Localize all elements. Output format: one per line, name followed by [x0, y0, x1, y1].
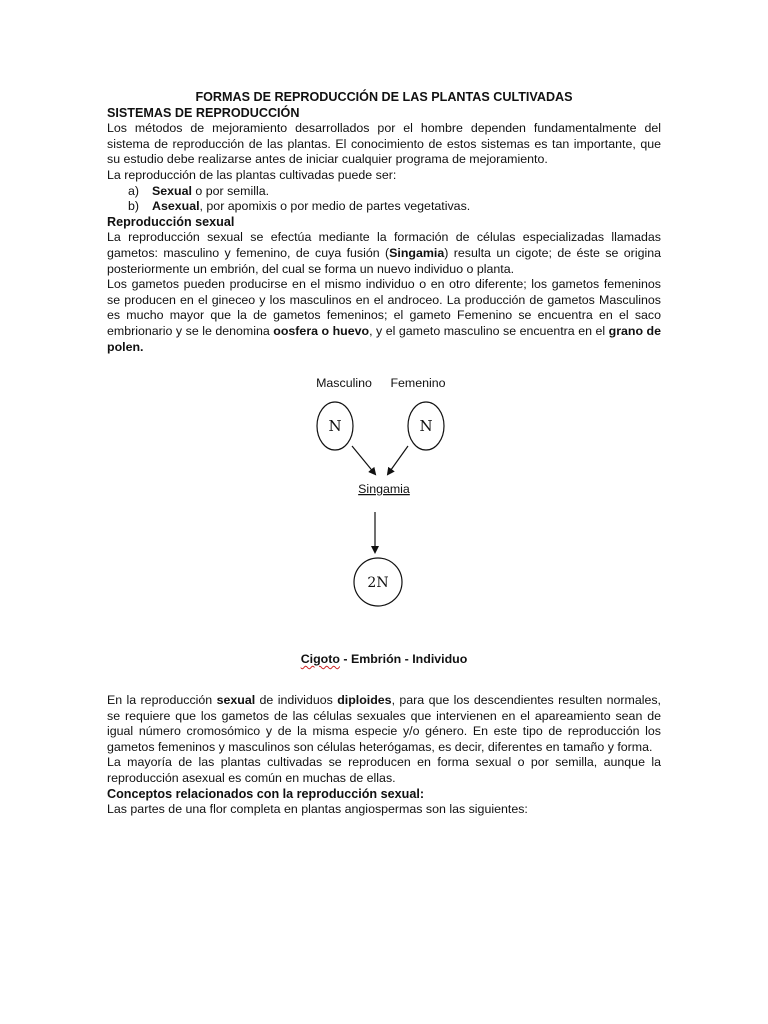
list-item [128, 199, 661, 215]
diagram-caption [0, 652, 768, 666]
male-gamete-label: N [328, 417, 342, 435]
paragraph-partes-flor: Las partes de una flor completa en plantas angiospermas son las siguientes: [107, 802, 528, 817]
diagram-svg [0, 360, 768, 680]
reproduction-list [107, 184, 661, 215]
zygote-label: 2N [367, 575, 389, 591]
paragraph-mayoria: La mayoría de las plantas cultivadas se reproducen en forma sexual o por semilla, aunque la reproducción asexual es común en muchas de ellas. [107, 755, 661, 785]
caption-embrion: Embrión [350, 652, 402, 666]
text-run: de individuos [255, 693, 338, 707]
caption-individuo: Individuo [412, 652, 468, 666]
lower-text [107, 693, 661, 818]
bold-run: oosfera o huevo [273, 323, 370, 338]
paragraph-reproduccion-tipos: La reproducción de las plantas cultivadas puede ser: [107, 167, 397, 182]
caption-sep: - [339, 652, 351, 666]
bold-run: diploides [337, 693, 392, 707]
singamia-label: Singamia [358, 482, 410, 496]
heading-sistemas: SISTEMAS DE REPRODUCCIÓN [107, 105, 300, 120]
arrow-male-to-singamia [352, 446, 375, 474]
paragraph-diploides [107, 693, 661, 755]
caption-sep: - [401, 652, 413, 666]
bold-run: sexual [216, 693, 256, 707]
paragraph-gametos [107, 230, 661, 277]
list-rest: , por apomixis o por medio de partes vegetativas. [199, 199, 471, 214]
upper-text [107, 90, 661, 355]
list-marker: a) [128, 183, 140, 198]
paragraph-produccion-gametos [107, 277, 661, 355]
text-run: En la reproducción [107, 693, 217, 707]
list-item [128, 184, 661, 200]
arrow-female-to-singamia [388, 446, 408, 474]
heading-reproduccion-sexual: Reproducción sexual [107, 214, 235, 229]
list-bold: Sexual [152, 183, 192, 198]
paragraph-metodos: Los métodos de mejoramiento desarrollados por el hombre dependen fundamentalmente del sistema de reproducción de las plantas. El conocimiento de estos sistemas es tan importante, que su estudio debe realizarse antes de iniciar cualquier programa de mejoramiento. [107, 121, 661, 167]
female-gamete-label: N [419, 417, 433, 435]
list-rest: o por semilla. [191, 183, 270, 198]
text-run: Los gametos pueden producirse en el mismo individuo o en otro diferente; los gametos femeninos se producen en el gineceo y los masculinos en el androceo. La producción de gametos Masculinos es mucho mayor que la de gametos femeninos; el gameto Femenino se encuentra en el saco embrionario y se le denomina [107, 277, 661, 338]
heading-conceptos: Conceptos relacionados con la reproducción sexual: [107, 786, 425, 801]
list-text [152, 184, 269, 200]
list-text [152, 199, 470, 215]
singamia-diagram [0, 360, 768, 680]
text-run: La reproducción sexual se efectúa mediante la formación de células especializadas llamadas gametos: masculino y femenino, de cuya fusión ( [107, 230, 661, 260]
bold-run: Singamia [389, 245, 445, 260]
bold-run: grano de polen. [107, 323, 662, 354]
text-run: , para que los descendientes resulten normales, se requiere que los gametos de las células sexuales que intervienen en el apareamiento sean de igual número cromosómico y de la misma especie y/o género. En este tipo de reproducción los gametos femeninos y masculinos son células heterógamas, es decir, diferentes en tamaño y forma. [107, 693, 661, 754]
text-run: ) resulta un cigote; de éste se origina posteriormente un embrión, del cual se forma un nuevo individuo o planta. [107, 245, 661, 276]
caption-cigoto: Cigoto [300, 652, 340, 666]
label-masculino: Masculino [316, 376, 372, 390]
text-run: , y el gameto masculino se encuentra en el [369, 323, 609, 338]
page-title: FORMAS DE REPRODUCCIÓN DE LAS PLANTAS CULTIVADAS [195, 90, 573, 104]
label-femenino: Femenino [390, 376, 446, 390]
list-bold: Asexual [152, 199, 200, 214]
list-marker: b) [128, 199, 140, 214]
